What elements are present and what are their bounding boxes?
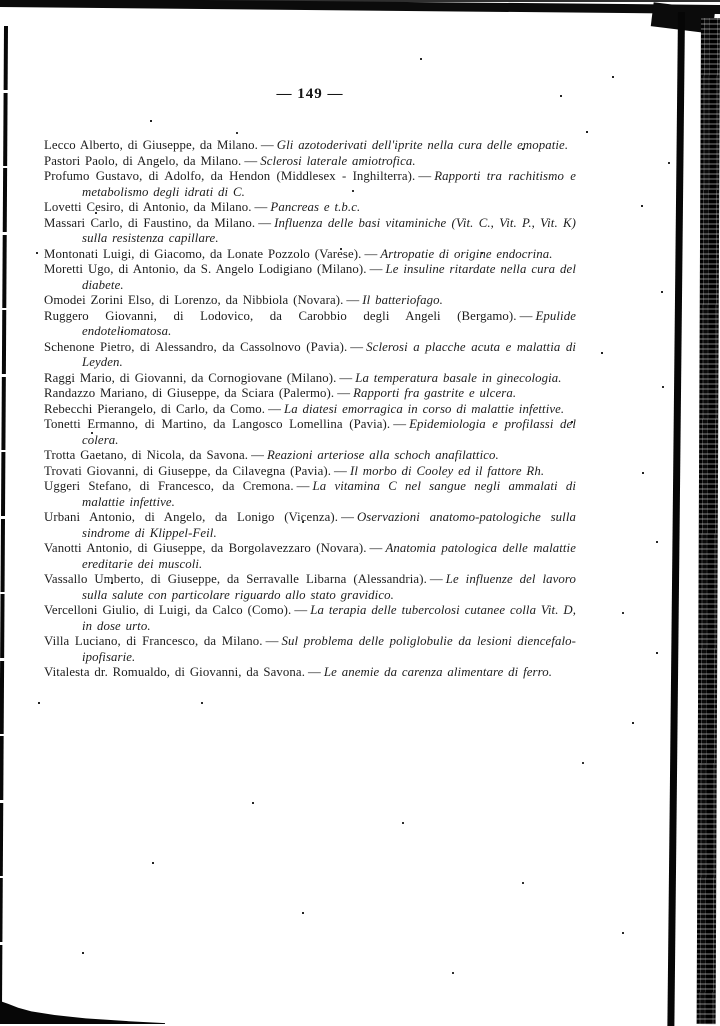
catalog-entry [44, 464, 576, 480]
catalog-entry [44, 169, 576, 200]
page-number-header: — 149 — [276, 86, 344, 102]
entry-name: Lecco Alberto, di Giuseppe, da Milano. [44, 138, 258, 152]
entry-thesis-title: Reazioni arteriose alla schoch anafilattico. [266, 448, 499, 462]
entry-separator-dash: — [337, 386, 351, 400]
entry-separator-dash: — [369, 541, 383, 555]
entry-thesis-title: Rapporti tra rachitismo e metabolismo degli idrati di C. [82, 169, 576, 199]
catalog-entry [44, 309, 576, 340]
entry-separator-dash: — [369, 262, 383, 276]
entry-separator-dash: — [260, 138, 274, 152]
entry-name: Rebecchi Pierangelo, di Carlo, da Como. [44, 401, 266, 416]
catalog-entry [44, 541, 576, 572]
entry-thesis-title: Il morbo di Cooley ed il fattore Rh. [349, 463, 545, 478]
entry-thesis-title: La terapia delle tubercolosi cutanee colla Vit. D, in dose urto. [82, 603, 576, 633]
entry-thesis-title: Oservazioni anatomo-patologiche sulla sindrome di Klippel-Feil. [82, 510, 576, 540]
entry-separator-dash: — [429, 572, 443, 586]
entry-separator-dash: — [258, 215, 272, 230]
entry-separator-dash: — [519, 308, 533, 323]
catalog-entry [44, 247, 576, 263]
entry-name: Pastori Paolo, di Angelo, da Milano. [44, 153, 242, 168]
entry-separator-dash: — [418, 169, 432, 183]
entry-thesis-title: La vitamina C nel sangue negli ammalati di malattie infettive. [82, 479, 577, 509]
entry-thesis-title: Artropatie di origine endocrina. [380, 246, 553, 261]
scan-noise-specks [0, 0, 2, 2]
entry-name: Uggeri Stefano, di Francesco, da Cremona. [44, 479, 294, 493]
entry-thesis-title: Rapporti fra gastrite e ulcera. [353, 386, 517, 400]
entry-separator-dash: — [393, 417, 407, 431]
entry-name: Vanotti Antonio, di Giuseppe, da Borgolavezzaro (Novara). [44, 541, 367, 555]
catalog-entry [44, 371, 576, 387]
catalog-entry [44, 200, 576, 216]
entry-thesis-title: Epulide endoteliomatosa. [82, 308, 576, 338]
entry-separator-dash: — [339, 370, 353, 385]
entry-name: Ruggero Giovanni, di Lodovico, da Carobbio degli Angeli (Bergamo). [44, 308, 517, 323]
entry-name: Schenone Pietro, di Alessandro, da Cassolnovo (Pavia). [44, 339, 348, 354]
catalog-entry [44, 510, 576, 541]
entry-separator-dash: — [334, 463, 347, 478]
scan-edge-right-band [697, 18, 720, 1024]
scan-edge-left [0, 26, 8, 1018]
entry-name: Montonati Luigi, di Giacomo, da Lonate Pozzolo (Varese). [44, 246, 362, 261]
entry-name: Massari Carlo, di Faustino, da Milano. [44, 215, 256, 230]
entry-thesis-title: Le insuline ritardate nella cura del diabete. [82, 262, 576, 292]
catalog-entry [44, 386, 576, 402]
entry-separator-dash: — [254, 200, 268, 214]
entry-thesis-title: Le influenze del lavoro sulla salute con particolare riguardo allo stato gravidico. [82, 572, 576, 602]
entry-name: Moretti Ugo, di Antonio, da S. Angelo Lodigiano (Milano). [44, 262, 367, 276]
scan-edge-right-line [667, 12, 685, 1026]
entries-list [44, 138, 576, 681]
entry-name: Tonetti Ermanno, di Martino, da Langosco Lomellina (Pavia). [44, 417, 391, 431]
entry-name: Trovati Giovanni, di Giuseppe, da Cilavegna (Pavia). [44, 463, 332, 478]
catalog-entry [44, 603, 576, 634]
catalog-entry [44, 154, 576, 170]
catalog-entry [44, 138, 576, 154]
entry-separator-dash: — [265, 634, 279, 648]
entry-name: Villa Luciano, di Francesco, da Milano. [44, 634, 263, 648]
catalog-entry [44, 262, 576, 293]
entry-thesis-title: Epidemiologia e profilassi del colera. [82, 417, 576, 447]
entry-separator-dash: — [268, 401, 281, 416]
entry-thesis-title: Sul problema delle poliglobulie da lesioni diencefalo-ipofisarie. [82, 634, 576, 664]
entry-thesis-title: Influenza delle basi vitaminiche (Vit. C., Vit. P., Vit. K) sulla resistenza capillare. [82, 215, 577, 245]
entry-separator-dash: — [308, 665, 321, 679]
scan-edge-top [0, 0, 720, 14]
entry-name: Vercelloni Giulio, di Luigi, da Calco (Como). [44, 603, 292, 617]
entry-name: Randazzo Mariano, di Giuseppe, da Sciara (Palermo). [44, 386, 335, 400]
entry-separator-dash: — [294, 603, 308, 617]
entry-separator-dash: — [350, 339, 364, 354]
entry-name: Urbani Antonio, di Angelo, da Lonigo (Vicenza). [44, 510, 339, 524]
entry-separator-dash: — [364, 246, 378, 261]
entry-thesis-title: Sclerosi laterale amiotrofica. [260, 153, 416, 168]
scan-corner-bottom-left [0, 996, 165, 1024]
entry-name: Trotta Gaetano, di Nicola, da Savona. [44, 448, 249, 462]
entry-thesis-title: Anatomia patologica delle malattie ereditarie dei muscoli. [82, 541, 576, 571]
entry-thesis-title: Gli azotoderivati dell'iprite nella cura delle emopatie. [276, 138, 569, 152]
entry-thesis-title: Le anemie da carenza alimentare di ferro. [323, 665, 553, 679]
entry-name: Raggi Mario, di Giovanni, da Cornogiovane (Milano). [44, 370, 337, 385]
entry-separator-dash: — [251, 448, 264, 462]
catalog-entry [44, 216, 576, 247]
catalog-entry [44, 293, 576, 309]
entry-name: Vitalesta dr. Romualdo, di Giovanni, da Savona. [44, 665, 306, 679]
entry-separator-dash: — [244, 153, 258, 168]
entry-name: Vassallo Umberto, di Giuseppe, da Serravalle Libarna (Alessandria). [44, 572, 427, 586]
entry-separator-dash: — [296, 479, 310, 493]
catalog-entry [44, 634, 576, 665]
catalog-entry [44, 402, 576, 418]
entry-thesis-title: Sclerosi a placche acuta e malattia di Leyden. [82, 339, 576, 369]
entry-separator-dash: — [346, 293, 360, 307]
catalog-entry [44, 665, 576, 681]
entry-thesis-title: La diatesi emorragica in corso di malattie infettive. [283, 401, 565, 416]
entry-thesis-title: Il batteriofago. [362, 293, 443, 307]
catalog-entry [44, 448, 576, 464]
entry-thesis-title: La temperatura basale in ginecologia. [355, 370, 562, 385]
catalog-entry [44, 417, 576, 448]
entry-name: Profumo Gustavo, di Adolfo, da Hendon (Middlesex - Inghilterra). [44, 169, 416, 183]
entry-name: Lovetti Cesiro, di Antonio, da Milano. [44, 200, 252, 214]
catalog-entry [44, 572, 576, 603]
entry-separator-dash: — [341, 510, 354, 524]
entry-name: Omodei Zorini Elso, di Lorenzo, da Nibbiola (Novara). [44, 293, 344, 307]
catalog-entry [44, 479, 576, 510]
entry-thesis-title: Pancreas e t.b.c. [270, 200, 361, 214]
catalog-entry [44, 340, 576, 371]
